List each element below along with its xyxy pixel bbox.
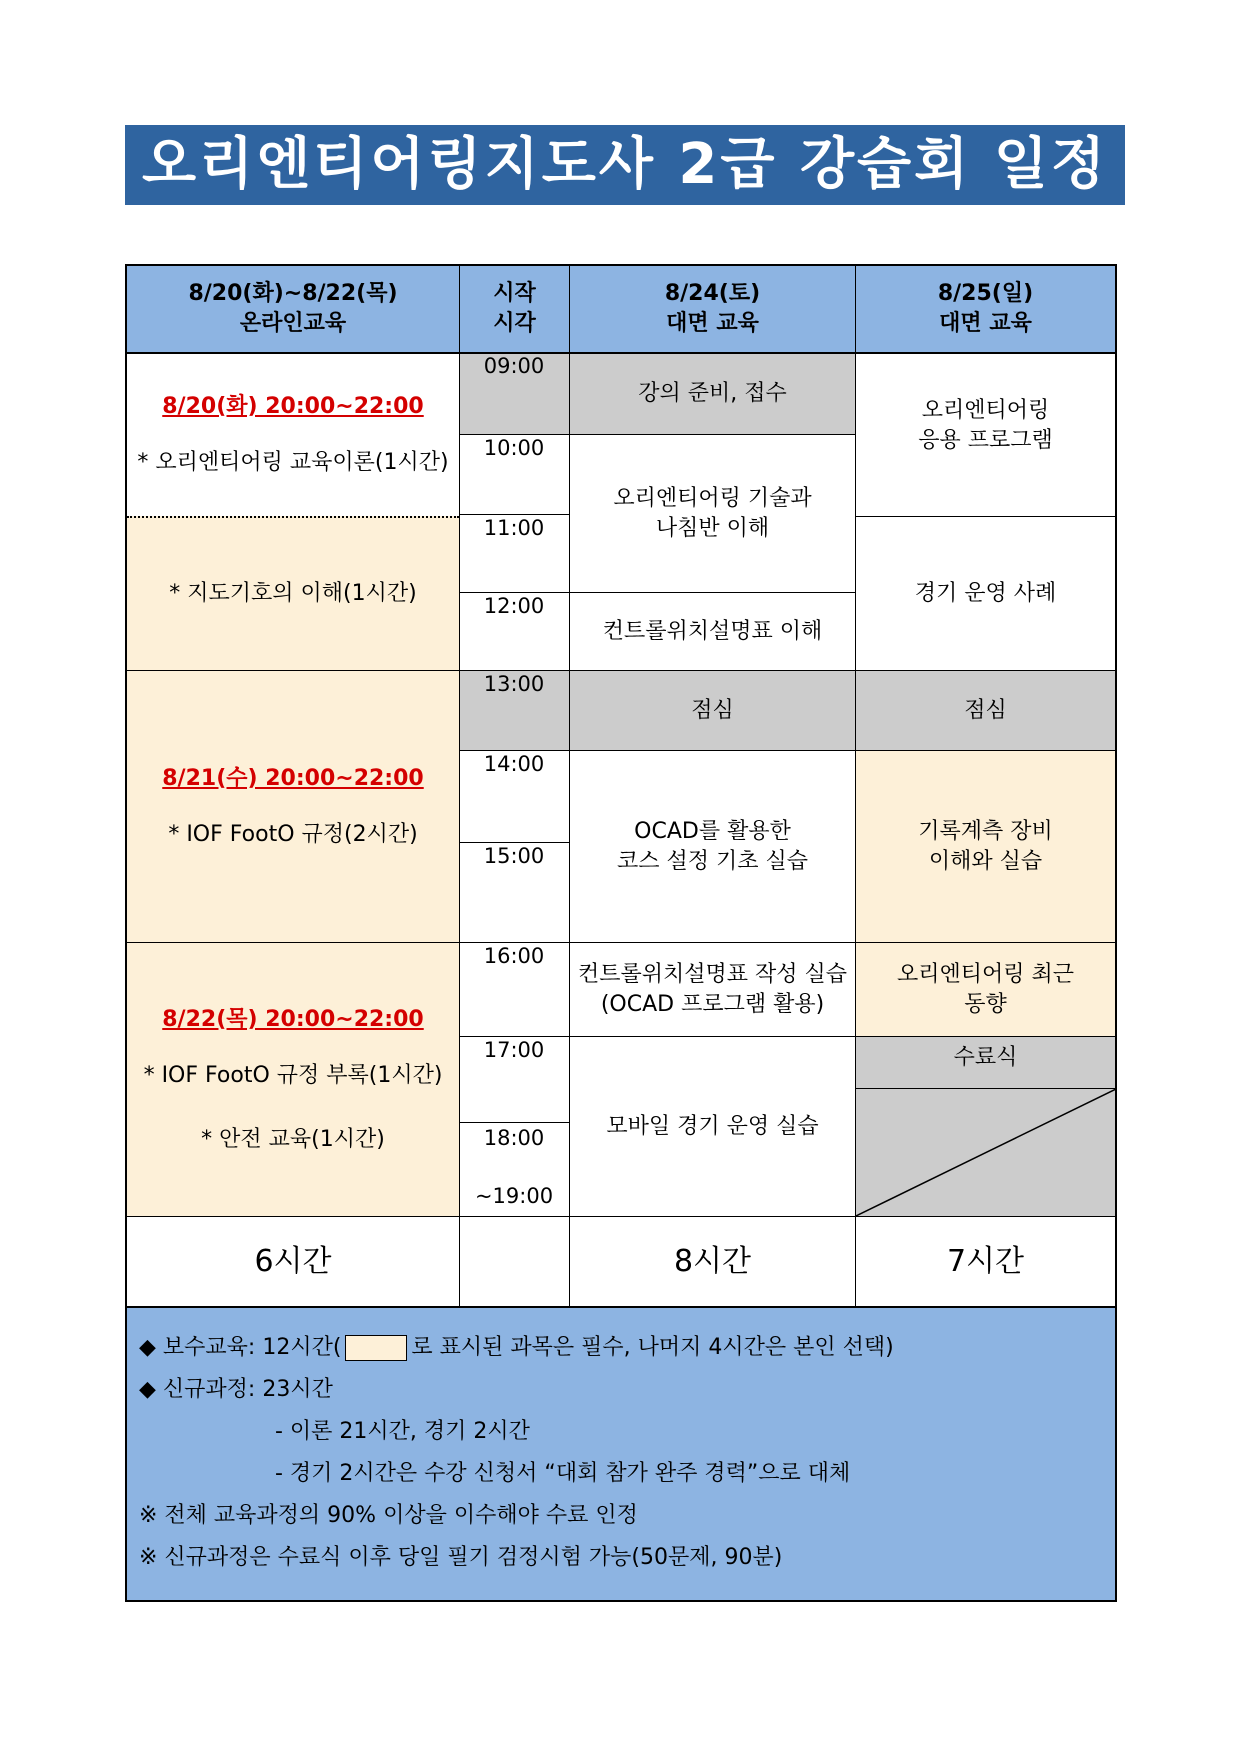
- sat-session-control-desc-practice: [569, 942, 855, 1036]
- online-day3-item1: * IOF FootO 규정 부록(1시간): [143, 1062, 443, 1088]
- required-swatch: [345, 1335, 407, 1361]
- sun-session-timing: [855, 750, 1115, 942]
- header-sunday-label: 대면 교육: [939, 311, 1032, 336]
- sun-empty-slot: [855, 1088, 1115, 1216]
- total-online-text: 6시간: [254, 1243, 332, 1279]
- online-day1-bottom: [127, 516, 459, 670]
- sat-session-technique: [569, 434, 855, 592]
- online-day1-date: 8/20(화) 20:00~22:00: [162, 394, 424, 419]
- header-online: [127, 266, 459, 352]
- schedule-table: [125, 264, 1117, 1308]
- online-day2: [127, 670, 459, 942]
- notes-box: [125, 1306, 1117, 1602]
- header-sunday-date: 8/25(일): [937, 281, 1034, 306]
- sat-session-ocad: [569, 750, 855, 942]
- sat-session-mobile: [569, 1036, 855, 1216]
- note-new-course: ◆ 신규과정: 23시간: [139, 1377, 333, 1402]
- time-label: 12:00: [483, 594, 545, 618]
- note-new-course-detail1: - 이론 21시간, 경기 2시간: [275, 1419, 530, 1444]
- header-online-date: 8/20(화)~8/22(목): [188, 281, 398, 306]
- header-start-time: [459, 266, 569, 352]
- total-empty: [459, 1216, 569, 1306]
- sun-session-applied: [855, 352, 1115, 516]
- header-saturday-date: 8/24(토): [664, 281, 761, 306]
- total-saturday-text: 8시간: [673, 1243, 752, 1279]
- note-refresher: [139, 1330, 894, 1361]
- header-start-time-line1: 시작: [493, 281, 536, 306]
- sat-session-registration-text: 강의 준비, 접수: [638, 381, 787, 406]
- time-label: 09:00: [483, 354, 545, 378]
- time-label: 13:00: [483, 672, 545, 696]
- sat-session-mobile-text: 모바일 경기 운영 실습: [606, 1113, 819, 1139]
- sun-session-trends: [855, 942, 1115, 1036]
- sat-session-control-desc-text: 컨트롤위치설명표 이해: [602, 618, 823, 644]
- online-day3-date: 8/22(목) 20:00~22:00: [162, 1006, 424, 1032]
- time-label: 18:00: [483, 1126, 545, 1150]
- total-sunday: [855, 1216, 1115, 1306]
- time-label: 14:00: [483, 752, 545, 776]
- total-saturday: [569, 1216, 855, 1306]
- note-new-course-detail2: - 경기 2시간은 수강 신청서 “대회 참가 완주 경력”으로 대체: [275, 1461, 851, 1486]
- time-label: ~19:00: [474, 1184, 554, 1208]
- sun-session-trends-line1: 오리엔티어링 최근: [896, 961, 1074, 987]
- sun-session-applied-line2: 응용 프로그램: [918, 428, 1053, 453]
- header-saturday: [569, 266, 855, 352]
- sat-lunch: [569, 670, 855, 750]
- online-day3-item2: * 안전 교육(1시간): [201, 1126, 385, 1152]
- time-label: 17:00: [483, 1038, 545, 1062]
- sat-session-registration: [569, 352, 855, 434]
- online-day1-item2: * 지도기호의 이해(1시간): [169, 581, 417, 606]
- page-title: 오리엔티어링지도사 2급 강습회 일정: [125, 125, 1125, 205]
- time-label: 10:00: [483, 436, 545, 460]
- note-refresher-post: 로 표시된 과목은 필수, 나머지 4시간은 본인 선택): [411, 1335, 894, 1360]
- header-sunday: [855, 266, 1115, 352]
- online-day3: [127, 942, 459, 1216]
- sun-session-cases: [855, 516, 1115, 670]
- sun-session-applied-line1: 오리엔티어링: [921, 398, 1050, 423]
- sat-session-control-desc-practice-line1: 컨트롤위치설명표 작성 실습: [577, 961, 847, 987]
- sun-session-timing-line2: 이해와 실습: [928, 848, 1043, 874]
- note-exam: ※ 신규과정은 수료식 이후 당일 필기 검정시험 가능(50문제, 90분): [139, 1545, 783, 1570]
- sat-session-ocad-line1: OCAD를 활용한: [634, 818, 791, 844]
- note-completion: ※ 전체 교육과정의 90% 이상을 이수해야 수료 인정: [139, 1503, 638, 1528]
- diagonal-strike: [856, 1089, 1116, 1217]
- header-saturday-label: 대면 교육: [666, 311, 759, 336]
- sun-lunch-text: 점심: [964, 697, 1007, 723]
- online-day1-item1: * 오리엔티어링 교육이론(1시간): [137, 450, 449, 475]
- total-online: [127, 1216, 459, 1306]
- sat-session-control-desc-practice-line2: (OCAD 프로그램 활용): [600, 991, 825, 1017]
- header-start-time-line2: 시각: [493, 311, 536, 336]
- total-sunday-text: 7시간: [946, 1243, 1025, 1279]
- sun-ceremony-text: 수료식: [953, 1045, 1018, 1070]
- online-day2-date: 8/21(수) 20:00~22:00: [162, 765, 424, 791]
- sun-session-cases-text: 경기 운영 사례: [914, 580, 1057, 606]
- sat-session-ocad-line2: 코스 설정 기초 실습: [617, 848, 808, 874]
- online-day1-top: [127, 352, 459, 516]
- sun-session-trends-line2: 동향: [964, 991, 1007, 1017]
- header-online-label: 온라인교육: [239, 311, 347, 336]
- sun-session-timing-line1: 기록계측 장비: [918, 818, 1053, 844]
- sun-lunch: [855, 670, 1115, 750]
- sat-session-technique-line2: 나침반 이해: [655, 515, 770, 541]
- time-label: 11:00: [483, 516, 545, 540]
- time-label: 15:00: [483, 844, 545, 868]
- time-label: 16:00: [483, 944, 545, 968]
- sat-lunch-text: 점심: [691, 697, 734, 723]
- note-refresher-pre: ◆ 보수교육: 12시간(: [139, 1335, 342, 1360]
- sat-session-control-desc: [569, 592, 855, 670]
- online-day2-item1: * IOF FootO 규정(2시간): [168, 821, 418, 847]
- sun-ceremony: [855, 1036, 1115, 1088]
- sat-session-technique-line1: 오리엔티어링 기술과: [613, 485, 812, 511]
